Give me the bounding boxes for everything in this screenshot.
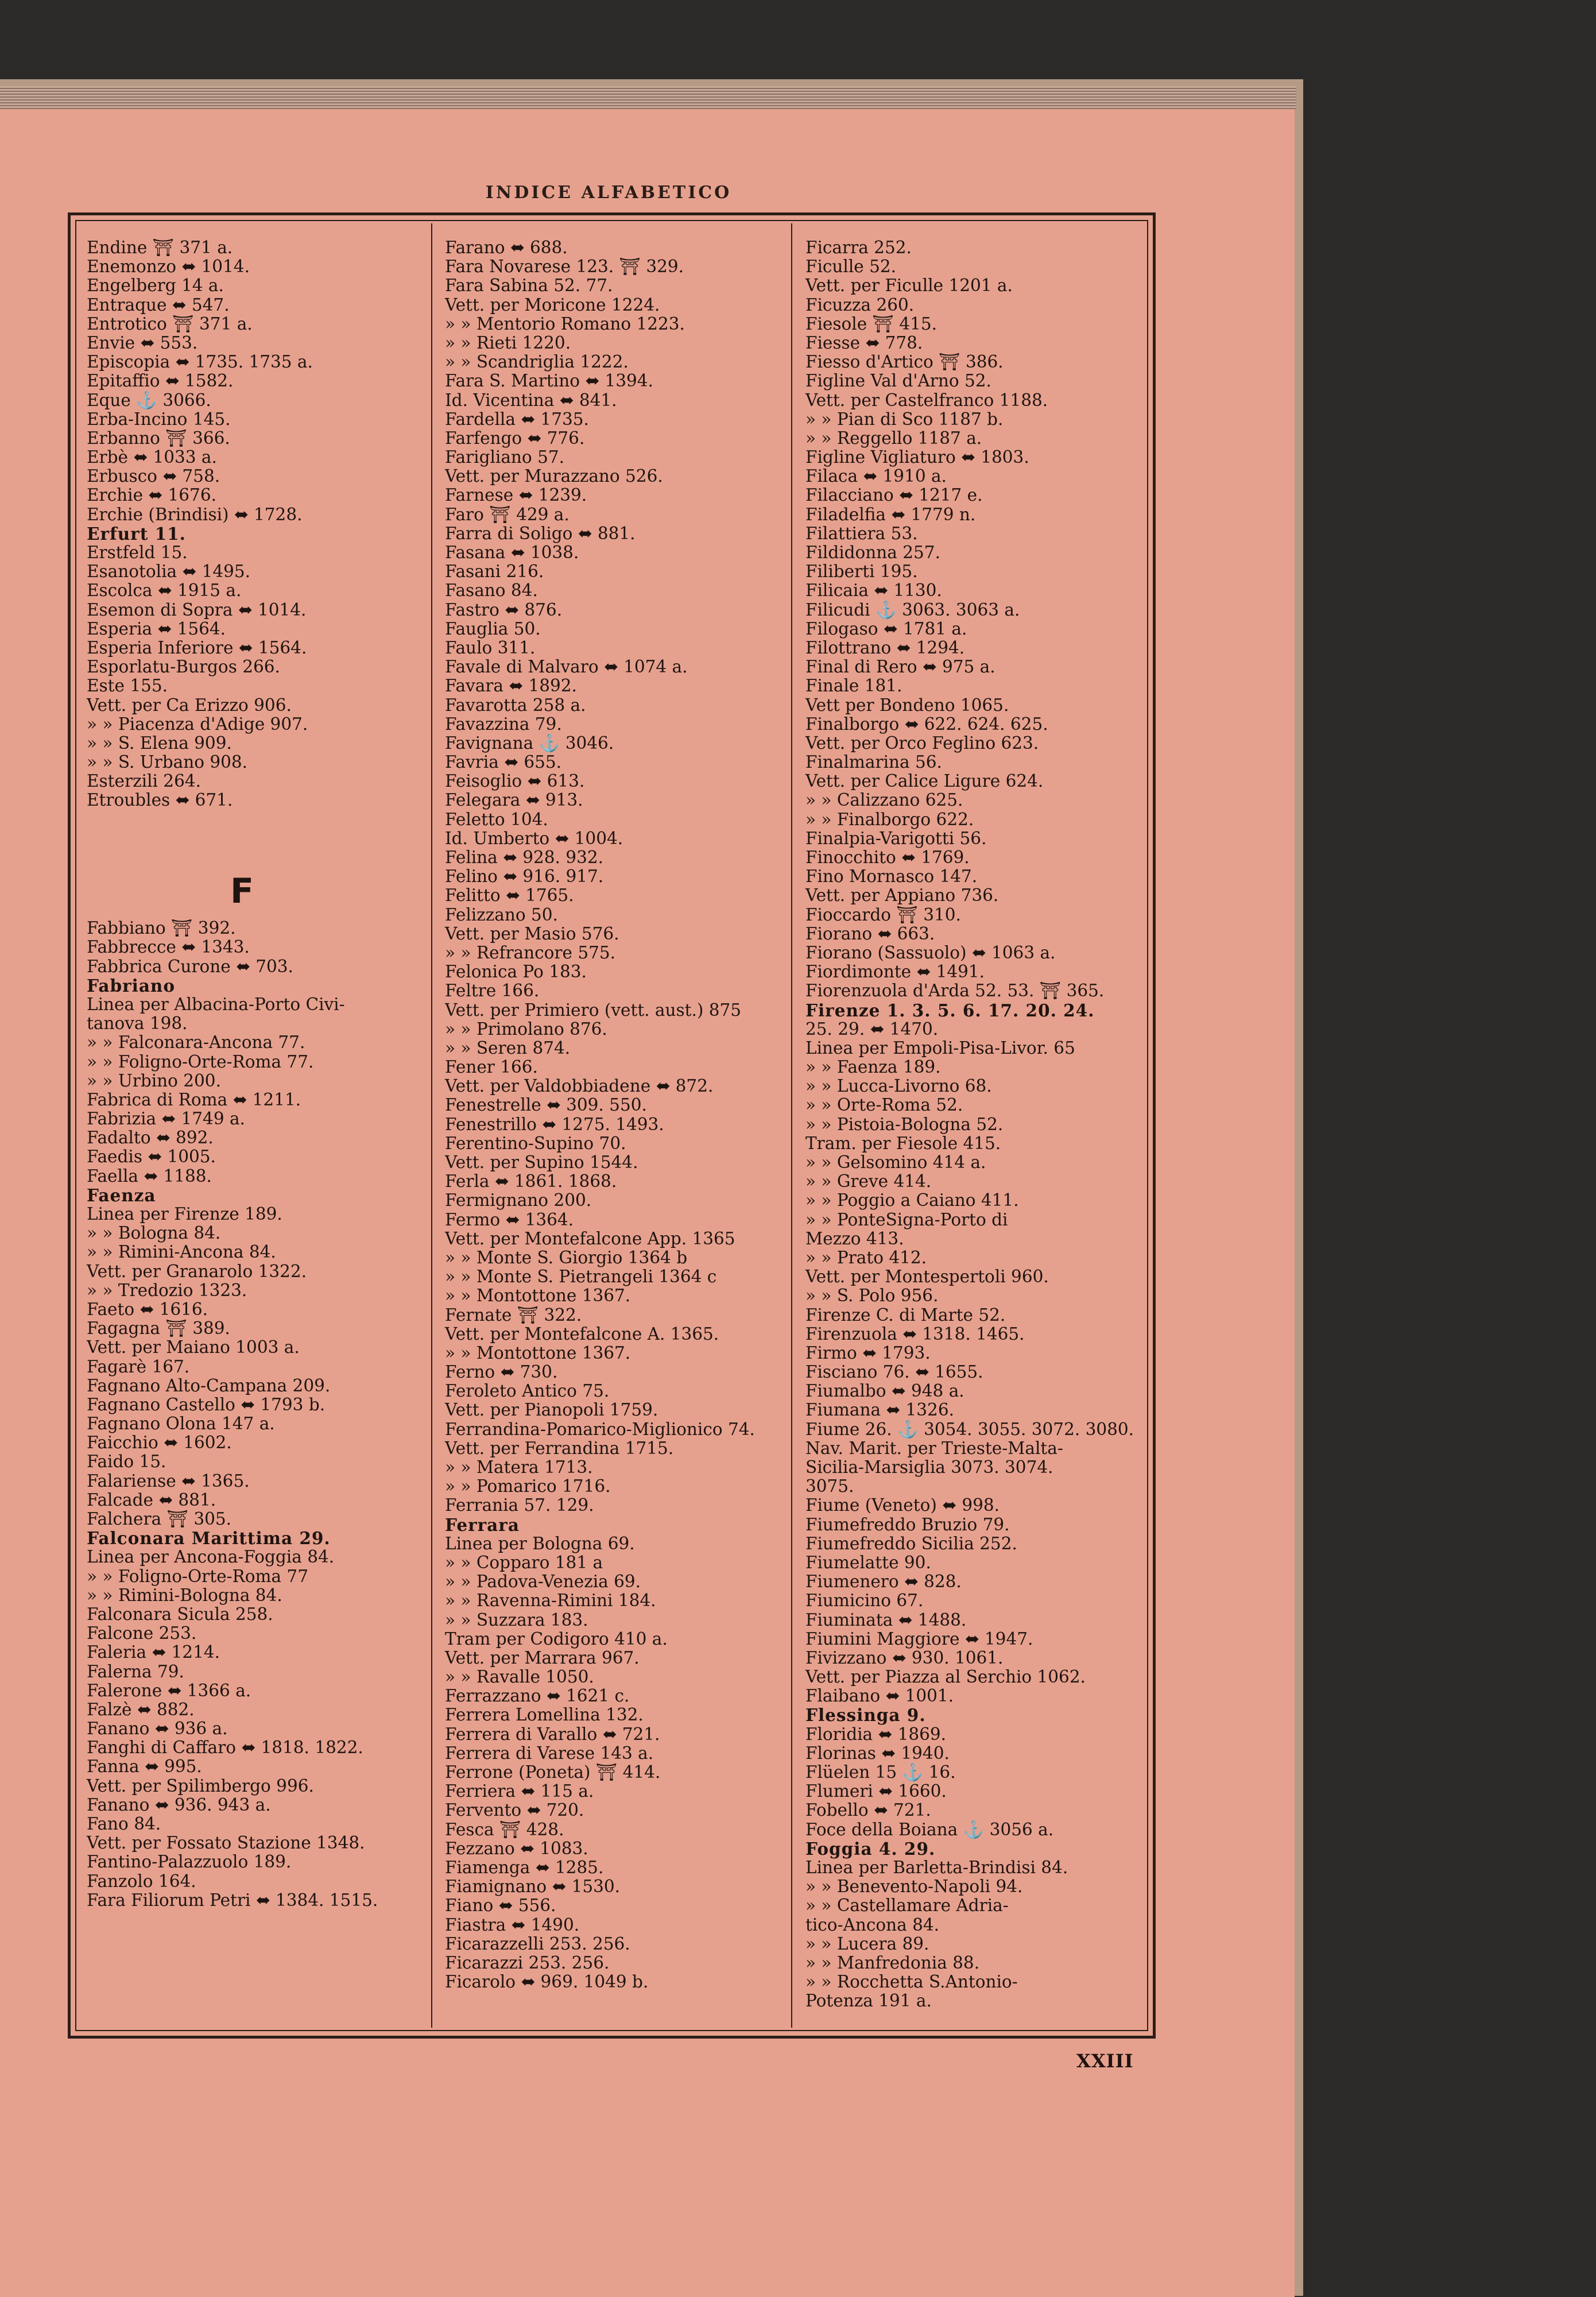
section-letter: F	[230, 871, 254, 911]
index-entry: » » Montottone 1367.	[445, 1286, 631, 1306]
index-entry: Fanano ⬌ 936 a.	[87, 1719, 228, 1739]
index-entry: Fiumenero ⬌ 828.	[805, 1572, 962, 1592]
index-entry: » » Rimini-Ancona 84.	[87, 1242, 276, 1262]
index-entry: Figline Vigliaturo ⬌ 1803.	[805, 447, 1029, 467]
index-entry: Filattiera 53.	[805, 523, 918, 543]
index-entry: » » Castellamare Adria-	[805, 1896, 1009, 1916]
index-entry: Mezzo 413.	[805, 1228, 904, 1248]
index-entry: Fiesole ⛩ 415.	[805, 314, 938, 334]
index-entry: » » Suzzara 183.	[445, 1610, 588, 1630]
index-entry: » » Falconara-Ancona 77.	[87, 1033, 305, 1053]
index-entry: Potenza 191 a.	[805, 1991, 932, 2011]
index-entry: Finocchito ⬌ 1769.	[805, 848, 970, 867]
index-entry: Vett. per Castelfranco 1188.	[805, 390, 1048, 410]
index-entry: Vett. per Appiano 736.	[805, 885, 999, 906]
index-entry: Felegara ⬌ 913.	[445, 790, 583, 810]
index-entry: Fiumana ⬌ 1326.	[805, 1400, 954, 1420]
index-entry	[87, 829, 420, 848]
index-entry: Fadalto ⬌ 892.	[87, 1128, 214, 1148]
index-entry: Fara Novarese 123. ⛩ 329.	[445, 257, 684, 277]
page-number: XXIII	[1076, 2050, 1134, 2072]
index-entry: Ficarolo ⬌ 969. 1049 b.	[445, 1972, 649, 1992]
index-entry: » » Refrancore 575.	[445, 942, 616, 962]
index-entry: Id. Vicentina ⬌ 841.	[445, 390, 617, 410]
index-entry: Fagnano Olona 147 a.	[87, 1414, 275, 1434]
index-entry: Etroubles ⬌ 671.	[87, 790, 233, 810]
index-entry: Falchera ⛩ 305.	[87, 1509, 232, 1529]
page-stack-edge	[0, 86, 1296, 109]
index-entry: Fasani 216.	[445, 562, 544, 582]
index-entry: Faella ⬌ 1188.	[87, 1166, 212, 1186]
index-entry: Engelberg 14 a.	[87, 276, 224, 296]
index-entry: Firenze 1. 3. 5. 6. 17. 20. 24.	[805, 1000, 1095, 1020]
index-entry: Faenza	[87, 1185, 156, 1205]
index-entry: Fermo ⬌ 1364.	[445, 1209, 574, 1229]
index-entry: Ferrara	[445, 1514, 520, 1535]
index-entry: » » Padova-Venezia 69.	[445, 1572, 641, 1592]
index-entry: Fiorano ⬌ 663.	[805, 923, 935, 943]
index-entry: Vett. per Montefalcone App. 1365	[445, 1228, 735, 1248]
index-entry: Fabrizia ⬌ 1749 a.	[87, 1109, 245, 1129]
index-entry: » » S. Urbano 908.	[87, 752, 248, 772]
index-entry: Feisoglio ⬌ 613.	[445, 771, 585, 791]
index-entry: Vett. per Murazzano 526.	[445, 466, 663, 486]
index-entry: Firenze C. di Marte 52.	[805, 1305, 1006, 1325]
index-entry: Falariense ⬌ 1365.	[87, 1471, 250, 1491]
index-entry: Fiume 26. ⚓ 3054. 3055. 3072. 3080.	[805, 1419, 1134, 1439]
index-entry: Erstfeld 15.	[87, 543, 188, 562]
index-entry: Faeto ⬌ 1616.	[87, 1299, 208, 1319]
index-entry: » » Bologna 84.	[87, 1223, 221, 1243]
index-entry: Fioccardo ⛩ 310.	[805, 904, 961, 925]
index-entry: » » Foligno-Orte-Roma 77.	[87, 1051, 314, 1072]
index-entry: Fiumini Maggiore ⬌ 1947.	[805, 1629, 1033, 1649]
index-entry: Ficulle 52.	[805, 257, 897, 277]
index-entry: Episcopia ⬌ 1735. 1735 a.	[87, 352, 313, 372]
index-entry: » » Pistoia-Bologna 52.	[805, 1114, 1004, 1134]
index-entry: Farano ⬌ 688.	[445, 238, 568, 257]
index-entry: Fabbrecce ⬌ 1343.	[87, 937, 250, 957]
index-entry: Esemon di Sopra ⬌ 1014.	[87, 600, 307, 620]
index-entry: Ferrandina-Pomarico-Miglionico 74.	[445, 1419, 755, 1439]
index-column-3	[805, 238, 1147, 2010]
index-entry: » » Mentorio Romano 1223.	[445, 314, 685, 334]
index-entry: Fano 84.	[87, 1814, 161, 1834]
index-frame	[68, 212, 1156, 2039]
index-entry: Falconara Sicula 258.	[87, 1604, 273, 1624]
index-entry: tico-Ancona 84.	[805, 1915, 940, 1935]
index-entry: Vett. per Primiero (vett. aust.) 875	[445, 1000, 742, 1020]
index-entry: Fenestrelle ⬌ 309. 550.	[445, 1095, 647, 1115]
index-entry: » » Ravalle 1050.	[445, 1667, 594, 1687]
index-entry: Ferrera di Varallo ⬌ 721.	[445, 1724, 660, 1744]
column-rule-1	[431, 223, 432, 2028]
index-entry: Endine ⛩ 371 a.	[87, 238, 233, 257]
index-entry: » » Lucera 89.	[805, 1933, 929, 1954]
index-entry: Fabbrica Curone ⬌ 703.	[87, 956, 293, 976]
index-entry: Ferrone (Poneta) ⛩ 414.	[445, 1762, 661, 1782]
index-entry: Esperia Inferiore ⬌ 1564.	[87, 637, 307, 658]
index-entry: Fanghi di Caffaro ⬌ 1818. 1822.	[87, 1738, 363, 1758]
index-entry: Feroleto Antico 75.	[445, 1381, 610, 1401]
index-entry: Fisciano 76. ⬌ 1655.	[805, 1362, 983, 1382]
index-entry: Fervento ⬌ 720.	[445, 1800, 584, 1820]
index-entry: Fiamignano ⬌ 1530.	[445, 1877, 621, 1897]
index-entry: Vett. per Masio 576.	[445, 923, 619, 943]
index-entry: Fiumalbo ⬌ 948 a.	[805, 1381, 964, 1401]
index-entry: Falcade ⬌ 881.	[87, 1490, 216, 1510]
index-entry: Filacciano ⬌ 1217 e.	[805, 485, 983, 505]
index-entry: Filaca ⬌ 1910 a.	[805, 466, 947, 486]
index-entry: Vett. per Piazza al Serchio 1062.	[805, 1667, 1086, 1687]
index-entry: Feltre 166.	[445, 981, 540, 1001]
index-entry: Fenestrillo ⬌ 1275. 1493.	[445, 1114, 664, 1134]
index-entry: Tram per Codigoro 410 a.	[445, 1629, 668, 1649]
index-entry: Favazzina 79.	[445, 714, 562, 734]
index-entry: 3075.	[805, 1476, 854, 1496]
running-head: INDICE ALFABETICO	[485, 183, 732, 203]
index-entry: » » Pian di Sco 1187 b.	[805, 409, 1004, 429]
index-entry: Finale 181.	[805, 676, 902, 696]
index-entry: Foggia 4. 29.	[805, 1838, 936, 1859]
index-entry: Flaibano ⬌ 1001.	[805, 1686, 954, 1706]
index-entry: Filicaia ⬌ 1130.	[805, 581, 942, 601]
index-entry: Fiumefreddo Sicilia 252.	[805, 1533, 1017, 1553]
index-entry: Fabrica di Roma ⬌ 1211.	[87, 1089, 301, 1109]
index-entry: Fiastra ⬌ 1490.	[445, 1915, 580, 1935]
index-entry: Vett per Bondeno 1065.	[805, 695, 1009, 715]
index-entry: Erbè ⬌ 1033 a.	[87, 447, 217, 467]
index-entry: Fiesse ⬌ 778.	[805, 332, 923, 353]
index-entry: Firmo ⬌ 1793.	[805, 1343, 931, 1363]
index-entry: Fiuminata ⬌ 1488.	[805, 1610, 967, 1630]
index-entry: Favara ⬌ 1892.	[445, 676, 577, 696]
index-entry: » » Manfredonia 88.	[805, 1952, 980, 1973]
index-entry: Fabbiano ⛩ 392.	[87, 918, 236, 938]
index-entry: » » Monte S. Giorgio 1364 b	[445, 1247, 688, 1267]
index-entry: Ferrania 57. 129.	[445, 1495, 594, 1515]
index-entry: Entrotico ⛩ 371 a.	[87, 314, 253, 334]
index-entry: Vett. per Ficulle 1201 a.	[805, 276, 1013, 296]
index-entry: Erchie (Brindisi) ⬌ 1728.	[87, 504, 303, 524]
index-entry: Finalborgo ⬌ 622. 624. 625.	[805, 714, 1048, 734]
index-entry: Fernate ⛩ 322.	[445, 1305, 582, 1325]
index-entry: Vett. per Maiano 1003 a.	[87, 1337, 300, 1358]
index-entry: Linea per Barletta-Brindisi 84.	[805, 1857, 1068, 1877]
index-entry: Finalmarina 56.	[805, 752, 942, 772]
index-entry: Fardella ⬌ 1735.	[445, 409, 589, 429]
index-entry: Erba-Incino 145.	[87, 409, 231, 429]
index-entry: Feletto 104.	[445, 809, 548, 829]
index-entry: Favale di Malvaro ⬌ 1074 a.	[445, 657, 688, 677]
index-entry: » » Ravenna-Rimini 184.	[445, 1591, 656, 1611]
index-entry: Faulo 311.	[445, 637, 536, 658]
index-entry: Floridia ⬌ 1869.	[805, 1724, 947, 1744]
index-entry: Epitaffio ⬌ 1582.	[87, 371, 234, 391]
index-entry: » » Poggio a Caiano 411.	[805, 1190, 1019, 1211]
index-entry: Vett. per Pianopoli 1759.	[445, 1400, 658, 1420]
index-entry: Farigliano 57.	[445, 447, 564, 467]
index-entry: Final di Rero ⬌ 975 a.	[805, 657, 995, 677]
index-entry: Falcone 253.	[87, 1623, 197, 1644]
index-entry: Felino ⬌ 916. 917.	[445, 867, 604, 887]
index-entry: Vett. per Spilimbergo 996.	[87, 1776, 314, 1796]
index-entry: Ferno ⬌ 730.	[445, 1362, 558, 1382]
index-entry: Fiume (Veneto) ⬌ 998.	[805, 1495, 1000, 1515]
index-entry: » » Reggello 1187 a.	[805, 428, 982, 448]
index-entry: » » Matera 1713.	[445, 1457, 593, 1477]
index-entry: Ferla ⬌ 1861. 1868.	[445, 1171, 617, 1192]
index-entry: Vett. per Calice Ligure 624.	[805, 771, 1044, 791]
index-entry: Fabriano	[87, 975, 176, 996]
index-entry: Este 155.	[87, 676, 168, 696]
index-entry: » » Seren 874.	[445, 1038, 571, 1058]
index-entry: » » Rimini-Bologna 84.	[87, 1585, 282, 1605]
index-entry: Faicchio ⬌ 1602.	[87, 1433, 232, 1453]
index-entry: Vett. per Supino 1544.	[445, 1153, 638, 1172]
index-entry: Fino Mornasco 147.	[805, 867, 978, 887]
index-entry: Fiumelatte 90.	[805, 1552, 931, 1572]
index-entry: Farfengo ⬌ 776.	[445, 428, 585, 448]
index-entry: Esperia ⬌ 1564.	[87, 618, 226, 639]
index-entry: Id. Umberto ⬌ 1004.	[445, 828, 623, 848]
index-entry: » » Monte S. Pietrangeli 1364 c	[445, 1267, 717, 1287]
index-entry: Entraque ⬌ 547.	[87, 295, 230, 315]
index-entry: Fesca ⛩ 428.	[445, 1819, 564, 1839]
index-entry: » » Gelsomino 414 a.	[805, 1153, 986, 1172]
index-entry: Sicilia-Marsiglia 3073. 3074.	[805, 1457, 1053, 1477]
index-entry: Escolca ⬌ 1915 a.	[87, 581, 242, 601]
index-entry: Fastro ⬌ 876.	[445, 600, 563, 620]
index-entry: Farra di Soligo ⬌ 881.	[445, 523, 636, 543]
index-entry: Fara S. Martino ⬌ 1394.	[445, 371, 653, 391]
index-entry: Ferrazzano ⬌ 1621 c.	[445, 1686, 630, 1706]
index-entry: Ficarazzi 253. 256.	[445, 1952, 610, 1973]
index-entry: Faleria ⬌ 1214.	[87, 1642, 220, 1662]
index-entry: Ferrera di Varese 143 a.	[445, 1743, 654, 1763]
index-entry: Fanna ⬌ 995.	[87, 1757, 202, 1777]
index-entry: Flüelen 15 ⚓ 16.	[805, 1762, 956, 1782]
index-entry: Enemonzo ⬌ 1014.	[87, 257, 250, 277]
index-entry: » » Montottone 1367.	[445, 1343, 631, 1363]
index-entry: » » PonteSigna-Porto di	[805, 1209, 1008, 1229]
index-entry: Figline Val d'Arno 52.	[805, 371, 991, 391]
index-entry: » » Calizzano 625.	[805, 790, 963, 810]
index-entry: » » Rieti 1220.	[445, 332, 571, 353]
index-entry: Esporlatu-Burgos 266.	[87, 657, 280, 677]
index-entry: Fildidonna 257.	[805, 543, 940, 562]
index-entry: Erfurt 11.	[87, 523, 186, 544]
index-entry: » » Piacenza d'Adige 907.	[87, 714, 308, 734]
index-entry: Falconara Marittima 29.	[87, 1528, 331, 1549]
index-entry: » » Pomarico 1716.	[445, 1476, 611, 1496]
index-entry: Vett. per Orco Feglino 623.	[805, 733, 1039, 753]
index-entry: Esterzili 264.	[87, 771, 201, 791]
index-entry: Vett. per Montefalcone A. 1365.	[445, 1324, 719, 1344]
index-entry: Felizzano 50.	[445, 904, 558, 925]
index-entry: Vett. per Marrara 967.	[445, 1648, 640, 1668]
index-entry: Fiumicino 67.	[805, 1591, 924, 1611]
index-entry: » » Tredozio 1323.	[87, 1280, 247, 1300]
index-entry: Fasano 84.	[445, 581, 538, 601]
index-entry: Fiordimonte ⬌ 1491.	[805, 962, 985, 982]
index-entry: » » Urbino 200.	[87, 1070, 221, 1091]
index-entry: Fauglia 50.	[445, 618, 541, 639]
index-entry: Fanano ⬌ 936. 943 a.	[87, 1795, 271, 1815]
index-entry: Fiesso d'Artico ⛩ 386.	[805, 352, 1004, 372]
index-entry: Ficarra 252.	[805, 238, 912, 257]
index-entry: Fermignano 200.	[445, 1190, 592, 1211]
index-entry: Vett. per Montespertoli 960.	[805, 1267, 1049, 1287]
index-entry: Erbanno ⛩ 366.	[87, 428, 230, 448]
index-entry: Linea per Firenze 189.	[87, 1204, 282, 1224]
index-entry: Felitto ⬌ 1765.	[445, 885, 574, 906]
index-entry: Foce della Boiana ⚓ 3056 a.	[805, 1819, 1054, 1839]
index-column-2	[445, 238, 784, 1991]
index-entry: Fasana ⬌ 1038.	[445, 543, 579, 562]
index-entry: Fiorenzuola d'Arda 52. 53. ⛩ 365.	[805, 981, 1105, 1001]
index-entry: Felina ⬌ 928. 932.	[445, 848, 603, 867]
index-entry: » » Scandriglia 1222.	[445, 352, 629, 372]
index-entry	[87, 810, 420, 829]
index-entry: Ferriera ⬌ 115 a.	[445, 1781, 594, 1801]
index-entry: Falerone ⬌ 1366 a.	[87, 1680, 251, 1700]
index-entry: Flessinga 9.	[805, 1705, 926, 1726]
index-entry: » » S. Elena 909.	[87, 733, 232, 753]
index-entry: » » Benevento-Napoli 94.	[805, 1877, 1023, 1897]
index-entry: Ficuzza 260.	[805, 295, 915, 315]
index-entry: Faro ⛩ 429 a.	[445, 504, 570, 524]
index-entry: Tram. per Fiesole 415.	[805, 1133, 1001, 1153]
index-entry: Felonica Po 183.	[445, 962, 587, 982]
index-entry: Fara Filiorum Petri ⬌ 1384. 1515.	[87, 1890, 378, 1910]
index-entry: Nav. Marit. per Trieste-Malta-	[805, 1438, 1063, 1458]
index-entry: Filogaso ⬌ 1781 a.	[805, 618, 967, 639]
index-entry: » » Foligno-Orte-Roma 77	[87, 1566, 308, 1586]
index-entry: Fener 166.	[445, 1057, 538, 1077]
column-rule-2	[791, 223, 792, 2028]
index-entry: Fezzano ⬌ 1083.	[445, 1838, 588, 1858]
index-entry: Faido 15.	[87, 1452, 166, 1472]
index-entry: Fiumefreddo Bruzio 79.	[805, 1514, 1010, 1534]
index-entry: Firenzuola ⬌ 1318. 1465.	[805, 1324, 1025, 1344]
index-entry: Fiorano (Sassuolo) ⬌ 1063 a.	[805, 942, 1056, 962]
index-entry: Linea per Empoli-Pisa-Livor. 65	[805, 1038, 1075, 1058]
index-entry: » » Finalborgo 622.	[805, 809, 974, 829]
index-entry: Farnese ⬌ 1239.	[445, 485, 587, 505]
index-entry: Ferentino-Supino 70.	[445, 1133, 626, 1153]
index-entry: 25. 29. ⬌ 1470.	[805, 1019, 939, 1039]
index-entry: » » Greve 414.	[805, 1171, 932, 1192]
index-entry: Erchie ⬌ 1676.	[87, 485, 216, 505]
index-entry: tanova 198.	[87, 1014, 188, 1034]
index-entry: » » Lucca-Livorno 68.	[805, 1076, 992, 1096]
index-entry: Vett. per Ferrandina 1715.	[445, 1438, 674, 1458]
index-entry: Falzè ⬌ 882.	[87, 1699, 195, 1719]
index-entry: Fara Sabina 52. 77.	[445, 276, 613, 296]
index-entry: Fagagna ⛩ 389.	[87, 1318, 230, 1339]
index-entry: Erbusco ⬌ 758.	[87, 466, 220, 486]
index-entry: Linea per Ancona-Foggia 84.	[87, 1547, 335, 1567]
index-entry: Filottrano ⬌ 1294.	[805, 637, 965, 658]
index-entry: Fiano ⬌ 556.	[445, 1896, 556, 1916]
index-entry: » » Primolano 876.	[445, 1019, 607, 1039]
index-entry: Ferrera Lomellina 132.	[445, 1705, 644, 1725]
index-entry: Filadelfia ⬌ 1779 n.	[805, 504, 976, 524]
index-entry: Favarotta 258 a.	[445, 695, 586, 715]
index-entry: Vett. per Ca Erizzo 906.	[87, 695, 292, 715]
index-entry: Florinas ⬌ 1940.	[805, 1743, 950, 1763]
index-entry: Vett. per Valdobbiadene ⬌ 872.	[445, 1076, 714, 1096]
index-entry: Linea per Albacina-Porto Civi-	[87, 994, 345, 1014]
index-entry: Vett. per Moricone 1224.	[445, 295, 660, 315]
index-column-1	[87, 238, 420, 1910]
index-entry: Favria ⬌ 655.	[445, 752, 561, 772]
index-entry: » » Prato 412.	[805, 1247, 927, 1267]
index-entry: Faedis ⬌ 1005.	[87, 1147, 216, 1167]
index-entry: Falerna 79.	[87, 1661, 184, 1681]
index-entry: » » Rocchetta S.Antonio-	[805, 1972, 1018, 1992]
index-entry: Vett. per Fossato Stazione 1348.	[87, 1833, 365, 1853]
index-entry: Esanotolia ⬌ 1495.	[87, 562, 251, 582]
index-entry: Fobello ⬌ 721.	[805, 1800, 931, 1820]
index-entry: Fivizzano ⬌ 930. 1061.	[805, 1648, 1004, 1668]
index-entry: Fantino-Palazzuolo 189.	[87, 1852, 292, 1872]
index-entry: Fiamenga ⬌ 1285.	[445, 1857, 604, 1877]
index-entry: Finalpia-Varigotti 56.	[805, 828, 987, 848]
index-entry: » » Faenza 189.	[805, 1057, 941, 1077]
index-entry: Fagnano Castello ⬌ 1793 b.	[87, 1394, 326, 1414]
index-entry: Favignana ⚓ 3046.	[445, 733, 614, 753]
index-entry: Eque ⚓ 3066.	[87, 390, 211, 410]
index-entry: Ficarazzelli 253. 256.	[445, 1933, 630, 1954]
index-entry: Flumeri ⬌ 1660.	[805, 1781, 947, 1801]
index-entry: » » S. Polo 956.	[805, 1286, 939, 1306]
index-entry: Vett. per Granarolo 1322.	[87, 1261, 307, 1281]
index-entry: Fagnano Alto-Campana 209.	[87, 1375, 331, 1395]
index-entry: Fanzolo 164.	[87, 1871, 196, 1891]
index-entry: » » Orte-Roma 52.	[805, 1095, 963, 1115]
index-entry: Envie ⬌ 553.	[87, 332, 198, 353]
index-entry: » » Copparo 181 a	[445, 1552, 603, 1572]
index-entry: Filiberti 195.	[805, 562, 918, 582]
index-entry: Filicudi ⚓ 3063. 3063 a.	[805, 600, 1020, 620]
index-entry: Linea per Bologna 69.	[445, 1533, 635, 1553]
index-entry: Fagarè 167.	[87, 1356, 190, 1376]
